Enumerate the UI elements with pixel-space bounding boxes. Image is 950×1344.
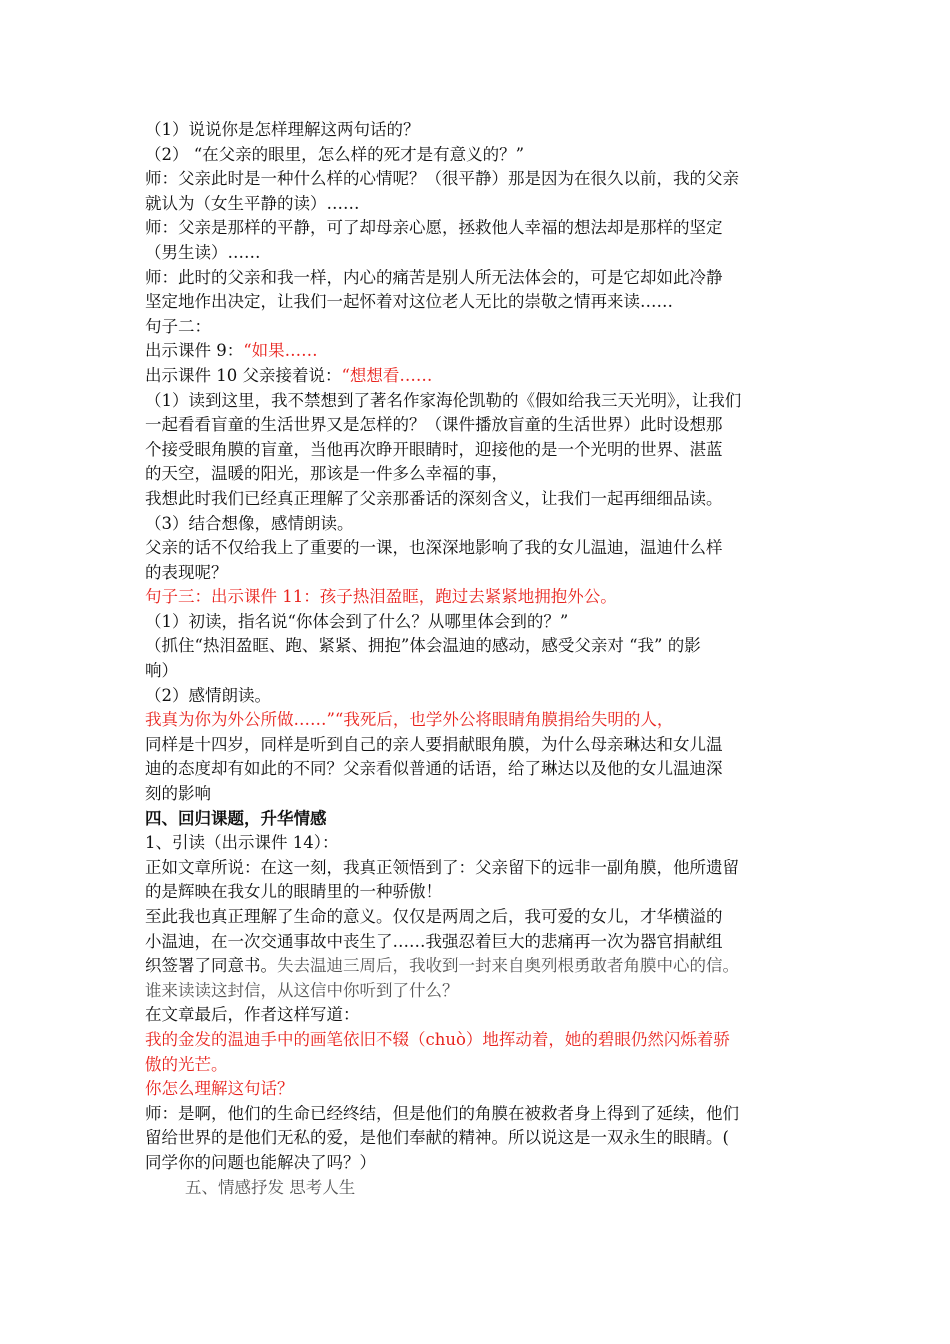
text-line (145, 389, 815, 414)
text-line (145, 585, 815, 610)
text-line (145, 1176, 815, 1201)
muted-text: 谁来读读这封信，从这信中你听到了什么？ (145, 980, 459, 1000)
text-line (145, 266, 815, 291)
text-line (145, 905, 815, 930)
text-line (145, 659, 815, 684)
line-label: 出示课件 9： (145, 341, 244, 361)
line-text: 个接受眼角膜的盲童，当他再次睁开眼睛时，迎接他的是一个光明的世界、湛蓝 (145, 439, 723, 459)
document-body (145, 118, 815, 1200)
text-line (145, 610, 815, 635)
text-line (145, 1003, 815, 1028)
line-text: 坚定地作出决定，让我们一起怀着对这位老人无比的崇敬之情再来读…… (145, 292, 673, 312)
line-text: 师：此时的父亲和我一样，内心的痛苦是别人所无法体会的，可是它却如此冷静 (145, 267, 723, 287)
highlight-text: 你怎么理解这句话？ (145, 1079, 294, 1099)
text-line (145, 1151, 815, 1176)
line-text: 父亲的话不仅给我上了重要的一课，也深深地影响了我的女儿温迪，温迪什么样 (145, 538, 723, 558)
highlight-text: 句子三：出示课件 11：孩子热泪盈眶，跑过去紧紧地拥抱外公。 (145, 587, 617, 607)
highlight-text: 我真为你为外公所做……”“我死后，也学外公将眼睛角膜捐给失明的人， (145, 710, 674, 730)
line-text: 的是辉映在我女儿的眼睛里的一种骄傲！ (145, 882, 442, 902)
line-text: 小温迪，在一次交通事故中丧生了……我强忍着巨大的悲痛再一次为器官捐献组 (145, 931, 723, 951)
line-text: 同样是十四岁，同样是听到自己的亲人要捐献眼角膜，为什么母亲琳达和女儿温 (145, 734, 723, 754)
section-heading: 四、回归课题，升华情感 (145, 808, 327, 828)
text-line (145, 315, 815, 340)
line-text: 织签署了同意书。 (145, 956, 277, 976)
text-line (145, 634, 815, 659)
line-text: （2） “在父亲的眼里，怎么样的死才是有意义的？” (145, 144, 525, 164)
text-line (145, 954, 815, 979)
text-line (145, 339, 815, 364)
line-text: （3）结合想像，感情朗读。 (145, 513, 354, 533)
highlight-text: 傲的光芒。 (145, 1054, 228, 1074)
line-text: （抓住“热泪盈眶、跑、紧紧、拥抱”体会温迪的感动，感受父亲对 “我” 的影 (145, 636, 701, 656)
text-line (145, 807, 815, 832)
text-line (145, 167, 815, 192)
line-text: 1、引读（出示课件 14）： (145, 833, 339, 853)
line-text: （1）说说你是怎样理解这两句话的？ (145, 120, 420, 139)
line-text: （1）初读，指名说“你体会到了什么？从哪里体会到的？” (145, 611, 569, 631)
highlight-text: 我的金发的温迪手中的画笔依旧不辍（chuò）地挥动着，她的碧眼仍然闪烁着骄 (145, 1029, 730, 1049)
text-line (145, 1053, 815, 1078)
line-text: 至此我也真正理解了生命的意义。仅仅是两周之后，我可爱的女儿，才华横溢的 (145, 907, 723, 926)
line-text: （男生读）…… (145, 242, 261, 262)
line-text: （1）读到这里，我不禁想到了著名作家海伦凯勒的《假如给我三天光明》，让我们 (145, 390, 742, 410)
line-text: （2）感情朗读。 (145, 685, 271, 705)
muted-text: 失去温迪三周后，我收到一封来自奥列根勇敢者角膜中心的信。 (277, 956, 739, 976)
line-text: 迪的态度却有如此的不同？父亲看似普通的话语，给了琳达以及他的女儿温迪深 (145, 759, 723, 779)
text-line (145, 684, 815, 709)
text-line (145, 1126, 815, 1151)
text-line (145, 733, 815, 758)
text-line (145, 782, 815, 807)
line-text: 我想此时我们已经真正理解了父亲那番话的深刻含义，让我们一起再细细品读。 (145, 488, 723, 508)
text-line (145, 561, 815, 586)
text-line (145, 979, 815, 1004)
section-heading: 五、情感抒发 思考人生 (185, 1177, 356, 1197)
text-line (145, 930, 815, 955)
text-line (145, 757, 815, 782)
highlight-text: “如果…… (243, 341, 318, 361)
text-line (145, 536, 815, 561)
line-text: 正如文章所说：在这一刻，我真正领悟到了：父亲留下的远非一副角膜，他所遗留 (145, 857, 739, 877)
line-text: 师：父亲此时是一种什么样的心情呢？（很平静）那是因为在很久以前，我的父亲 (145, 169, 739, 189)
line-text: 同学你的问题也能解决了吗？） (145, 1152, 376, 1172)
text-line (145, 290, 815, 315)
text-line (145, 438, 815, 463)
line-text: 刻的影响 (145, 784, 211, 804)
text-line (145, 512, 815, 537)
text-line (145, 1028, 815, 1053)
text-line (145, 880, 815, 905)
line-text: 在文章最后，作者这样写道： (145, 1005, 360, 1025)
line-label: 出示课件 10 父亲接着说： (145, 365, 342, 385)
line-text: 一起看看盲童的生活世界又是怎样的？（课件播放盲童的生活世界）此时设想那 (145, 415, 723, 435)
text-line (145, 241, 815, 266)
text-line (145, 831, 815, 856)
line-text: 师：父亲是那样的平静，可了却母亲心愿，拯救他人幸福的想法却是那样的坚定 (145, 218, 723, 238)
line-text: 的天空，温暖的阳光，那该是一件多么幸福的事， (145, 464, 508, 484)
text-line (145, 856, 815, 881)
line-text: 就认为（女生平静的读）…… (145, 193, 360, 213)
line-text: 句子二： (145, 316, 211, 336)
text-line (145, 462, 815, 487)
highlight-text: “想想看…… (341, 365, 433, 385)
text-line (145, 708, 815, 733)
text-line (145, 118, 815, 143)
text-line (145, 364, 815, 389)
text-line (145, 143, 815, 168)
line-text: 留给世界的是他们无私的爱，是他们奉献的精神。所以说这是一双永生的眼睛。( (145, 1128, 729, 1148)
line-text: 的表现呢？ (145, 562, 228, 582)
text-line (145, 192, 815, 217)
text-line (145, 216, 815, 241)
text-line (145, 487, 815, 512)
line-text: 响） (145, 661, 178, 681)
line-text: 师：是啊，他们的生命已经终结，但是他们的角膜在被救者身上得到了延续，他们 (145, 1103, 739, 1123)
text-line (145, 413, 815, 438)
text-line (145, 1077, 815, 1102)
text-line (145, 1102, 815, 1127)
